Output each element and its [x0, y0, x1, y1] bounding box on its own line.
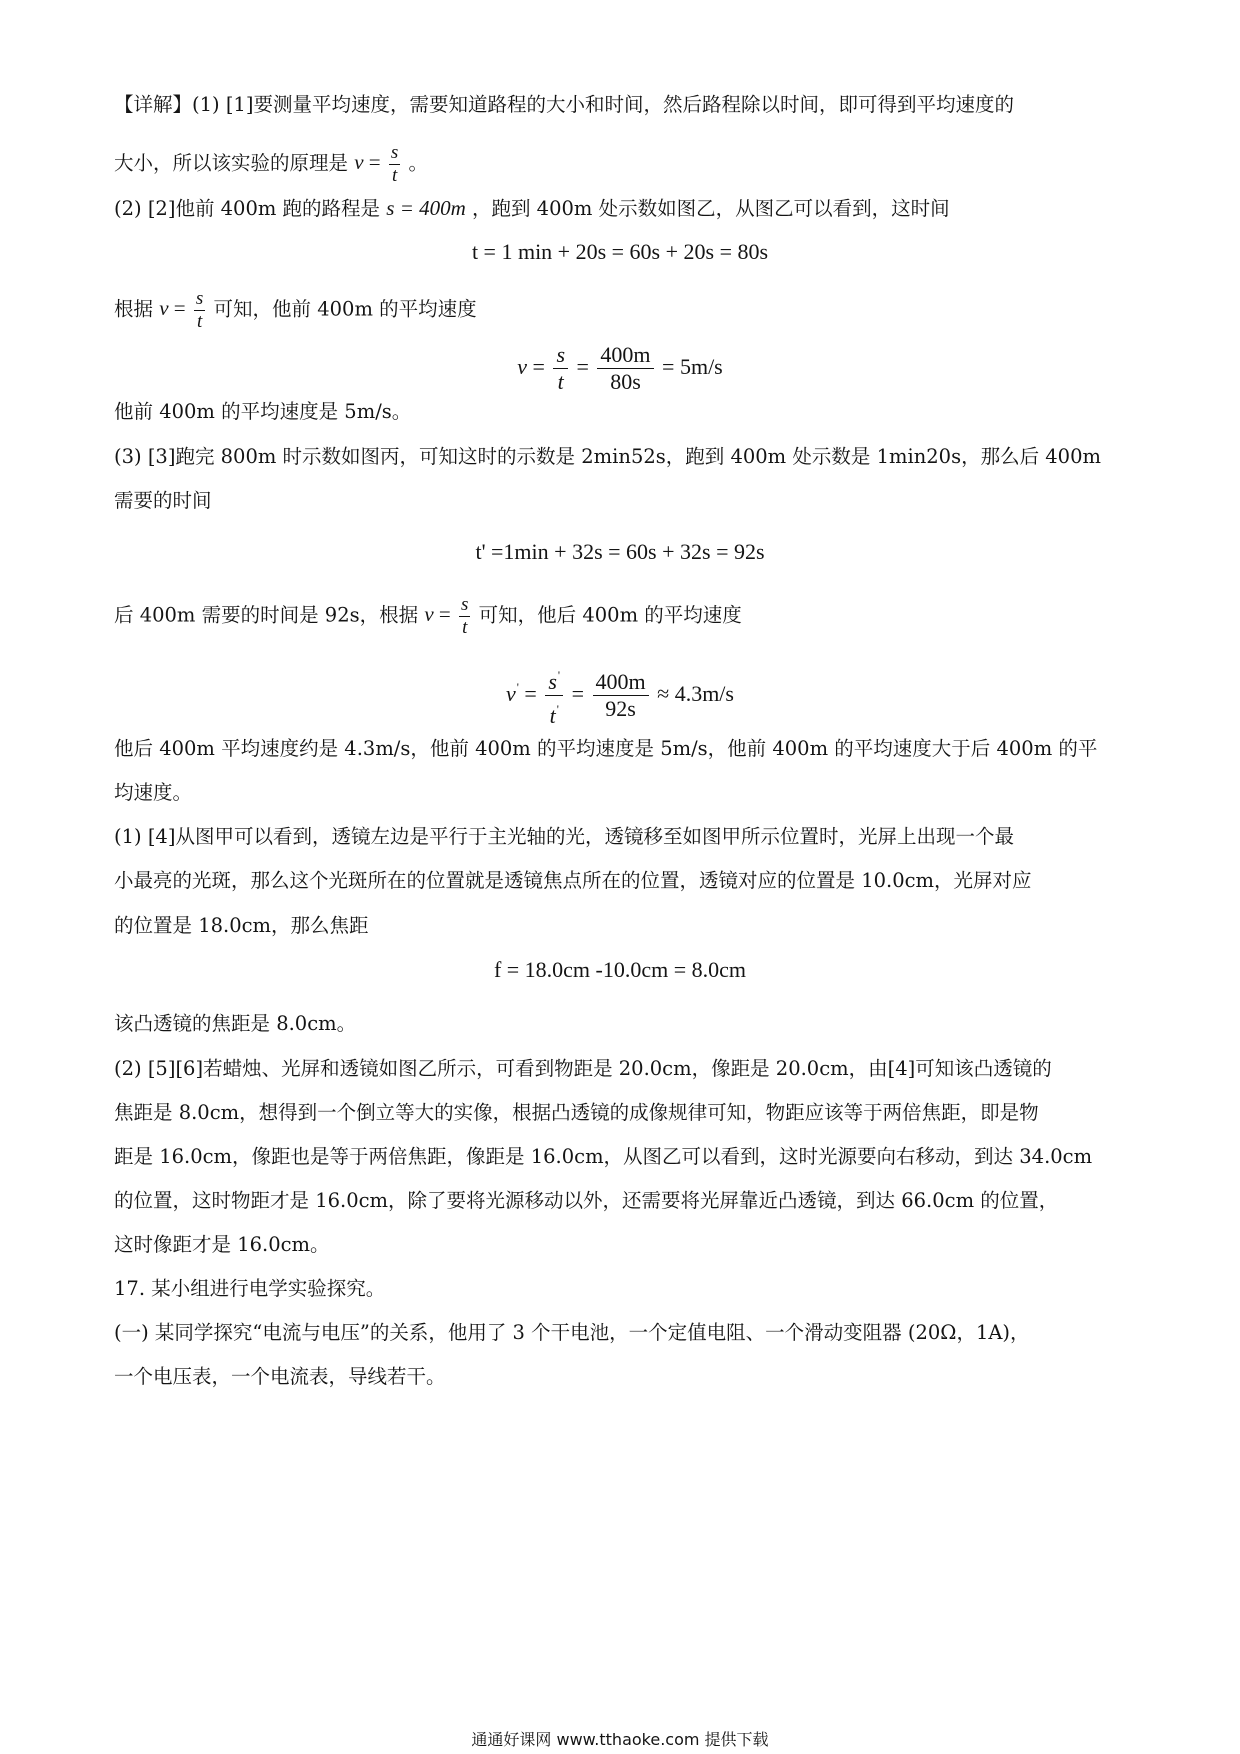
equation — [0, 237, 1240, 267]
footer-watermark: 通通好课网 www.tthaoke.com 提供下载 — [471, 1730, 769, 1749]
text-segment: (2) [2]他前 400m 跑的路程是 — [114, 197, 381, 220]
text-segment: 可知，他后 400m 的平均速度 — [478, 603, 742, 627]
equation-text: t' =1min + 32s = 60s + 32s = 92s — [475, 539, 765, 564]
text-line: (3) [3]跑完 800m 时示数如图丙，可知这时的示数是 2min52s，跑到 400m 处示数是 1min20s，那么后 400m — [114, 445, 1101, 468]
text-line: 这时像距才是 16.0cm。 — [114, 1233, 330, 1256]
text-segment: 可知，他前 400m 的平均速度 — [213, 297, 477, 321]
text-line: (1) [4]从图甲可以看到，透镜左边是平行于主光轴的光，透镜移至如图甲所示位置时，光屏上出现一个最 — [114, 825, 1014, 848]
inline-formula-v-eq-s-over-t: v = $\frac{s}{t}$ — [354, 142, 399, 186]
inline-formula-v-eq-s-over-t: v = $\frac{s}{t}$ — [159, 288, 204, 332]
text-line: (2) [5][6]若蜡烛、光屏和透镜如图乙所示，可看到物距是 20.0cm，像距是 20.0cm，由[4]可知该凸透镜的 — [114, 1057, 1052, 1080]
text-line: 需要的时间 — [114, 489, 212, 512]
text-line: 该凸透镜的焦距是 8.0cm。 — [114, 1012, 357, 1035]
equation-average-speed-back: v' = $\frac{s'}{t'}$ = $\frac{400m}{92s}$ ≈ 4.3m/s — [0, 660, 1240, 729]
text-line-with-formula — [114, 142, 428, 187]
equation-average-speed-front: v = $\frac{s}{t}$ = $\frac{400m}{80s}$ = 5m/s — [517, 342, 723, 395]
text-segment: 大小，所以该实验的原理是 — [114, 151, 349, 175]
text-segment: 根据 — [114, 297, 154, 321]
text-line: 一个电压表，一个电流表，导线若干。 — [114, 1365, 446, 1388]
text-line: 距是 16.0cm，像距也是等于两倍焦距，像距是 16.0cm，从图乙可以看到，这时光源要向右移动，到达 34.0cm — [114, 1145, 1093, 1168]
text-line: 的位置是 18.0cm，那么焦距 — [114, 914, 369, 937]
text-line-with-formula — [114, 194, 950, 223]
text-line: 小最亮的光斑，那么这个光斑所在的位置就是透镜焦点所在的位置，透镜对应的位置是 10.0cm，光屏对应 — [114, 869, 1032, 892]
text-line: (一) 某同学探究“电流与电压”的关系，他用了 3 个干电池，一个定值电阻、一个滑动变阻器 (20Ω，1A)， — [114, 1321, 1030, 1344]
text-line: 他前 400m 的平均速度是 5m/s。 — [114, 400, 412, 423]
text-segment: 。 — [408, 151, 429, 175]
text-line: 他后 400m 平均速度约是 4.3m/s，他前 400m 的平均速度是 5m/s，他前 400m 的平均速度大于后 400m 的平 — [114, 737, 1098, 760]
inline-formula: s = 400m — [386, 196, 466, 220]
text-segment: ，跑到 400m 处示数如图乙，从图乙可以看到，这时间 — [471, 197, 950, 220]
equation-text: t = 1 min + 20s = 60s + 20s = 80s — [471, 239, 769, 264]
text-segment: 后 400m 需要的时间是 92s，根据 — [114, 603, 419, 627]
text-line: 焦距是 8.0cm，想得到一个倒立等大的实像，根据凸透镜的成像规律可知，物距应该等于两倍焦距，即是物 — [114, 1101, 1039, 1124]
equation — [0, 537, 1240, 567]
inline-formula-v-eq-s-over-t: v = $\frac{s}{t}$ — [424, 594, 469, 638]
text-line-with-formula — [114, 594, 742, 639]
text-line: 【详解】(1) [1]要测量平均速度，需要知道路程的大小和时间，然后路程除以时间，即可得到平均速度的 — [114, 93, 1014, 116]
equation-text: f = 18.0cm -10.0cm = 8.0cm — [493, 957, 747, 982]
text-line: 均速度。 — [114, 781, 193, 804]
equation-focal-length — [0, 955, 1240, 985]
text-line: 的位置，这时物距才是 16.0cm，除了要将光源移动以外，还需要将光屏靠近凸透镜，到达 66.0cm 的位置， — [114, 1189, 1059, 1212]
question-heading: 17. 某小组进行电学实验探究。 — [114, 1277, 386, 1300]
text-line-with-formula — [114, 288, 477, 333]
